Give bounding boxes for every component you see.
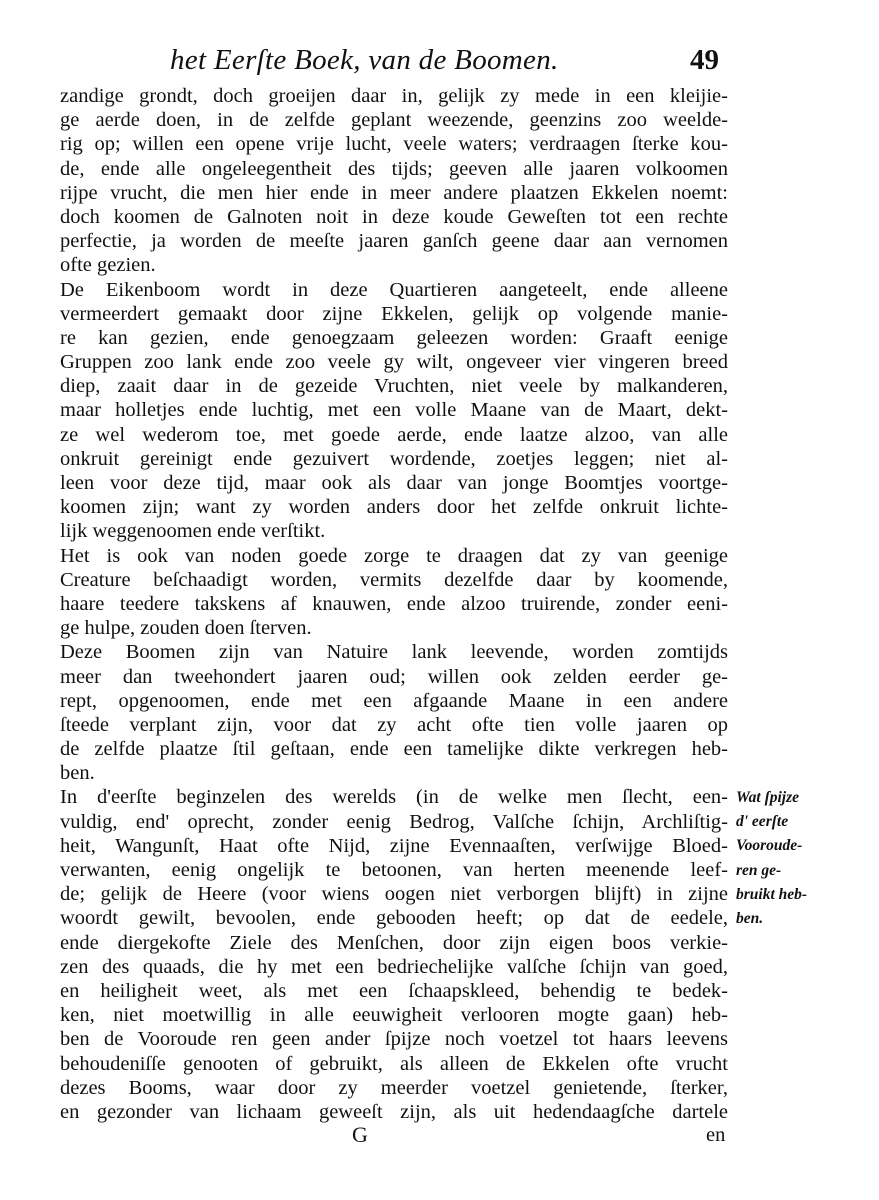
margin-note-line: d' eerſte (736, 813, 789, 831)
signature-mark: G (352, 1122, 368, 1147)
text-line: ze wel wederom toe, met goede aerde, ende laatze alzoo, van alle (60, 423, 728, 446)
text-line: ken, niet moetwillig in alle eeuwigheit verlooren mogte gaan) heb- (60, 1004, 728, 1027)
text-line: meer dan tweehondert jaaren oud; willen ook zelden eerder ge- (60, 665, 728, 688)
text-line: De Eikenboom wordt in deze Quartieren aangeteelt, ende alleene (60, 278, 728, 301)
text-line: Gruppen zoo lank ende zoo veele gy wilt, ongeveer vier vingeren breed (60, 351, 728, 374)
text-line: dezes Booms, waar door zy meerder voetzel genietende, ſterker, (60, 1076, 728, 1099)
margin-note-line: Wat ſpijze (736, 789, 799, 806)
margin-note (736, 786, 846, 931)
text-line: doch koomen de Galnoten noit in deze koude Geweſten tot een rechte (60, 205, 728, 228)
body-text (60, 84, 728, 1124)
text-line: ge aerde doen, in de zelfde geplant weezende, geenzins zoo weelde- (60, 109, 728, 132)
text-line: diep, zaait daar in de gezeide Vruchten, niet veele by malkanderen, (60, 375, 728, 398)
margin-note-line: bruikt heb- (736, 885, 808, 903)
running-title: het Eerſte Boek, van de Boomen. (170, 44, 559, 76)
text-line: woordt gewilt, bevoolen, ende gebooden heeft; op dat de eedele, (60, 907, 728, 930)
text-line: en heiligheit weet, als met een ſchaapskleed, behendig te bedek- (60, 979, 728, 1002)
catchword: en (706, 1124, 726, 1146)
text-line: en gezonder van lichaam geweeſt zijn, als uit hedendaagſche dartele (60, 1100, 728, 1123)
text-line: In d'eerſte beginzelen des werelds (in de welke men ſlecht, een- (60, 786, 728, 809)
text-line: zandige grondt, doch groeijen daar in, gelijk zy mede in een kleijie- (60, 85, 728, 107)
text-line: ben. (60, 762, 95, 785)
text-line: leen voor deze tijd, maar ook als daar van jonge Boomtjes voortge- (60, 472, 728, 494)
text-line: de; gelijk de Heere (voor wiens oogen niet verborgen blijft) in zijne (60, 883, 728, 906)
text-line: zen des quaads, die hy met een bedriechelijke valſche ſchijn van goed, (60, 955, 728, 978)
text-line: lijk weggenoomen ende verſtikt. (60, 520, 326, 543)
text-line: haare teedere takskens af knauwen, ende alzoo truirende, zonder eeni- (60, 592, 728, 615)
text-line: de zelfde plaatze ſtil geſtaan, ende een tamelijke dikte verkregen heb- (60, 738, 728, 761)
text-line: koomen zijn; want zy worden anders door het zelfde onkruit lichte- (60, 496, 728, 519)
text-line: ben de Vooroude ren geen ander ſpijze noch voetzel tot haars leevens (60, 1028, 728, 1051)
text-line: ſteede verplant zijn, voor dat zy acht ofte tien volle jaaren op (60, 713, 728, 736)
text-line: maar holletjes ende luchtig, met een volle Maane van de Maart, dekt- (60, 399, 728, 422)
text-line: Creature beſchaadigt worden, vermits dezelfde daar by koomende, (60, 568, 728, 591)
text-line: re kan gezien, ende genoegzaam geleezen worden: Graaft eenige (60, 326, 728, 349)
text-line: rept, opgenoomen, ende met een afgaande Maane in een andere (60, 689, 728, 712)
text-line: vuldig, end' oprecht, zonder eenig Bedrog, Valſche ſchijn, Archliſtig- (60, 810, 728, 833)
text-line: heit, Wangunſt, Haat ofte Nijd, zijne Evennaaſten, verſwijge Bloed- (60, 834, 728, 857)
text-line: perfectie, ja worden de meeſte jaaren ganſch geene daar aan vernomen (60, 230, 728, 253)
text-line: vermeerdert gemaakt door zijne Ekkelen, gelijk op volgende manie- (60, 302, 728, 325)
page-number: 49 (690, 44, 719, 76)
text-line: verwanten, eenig ongelijk te betoonen, van herten meenende leef- (60, 859, 728, 881)
text-line: behoudeniſſe genooten of gebruikt, als alleen de Ekkelen ofte vrucht (60, 1052, 728, 1075)
margin-note-line: ren ge- (736, 861, 782, 879)
margin-note-line: Vooroude- (736, 837, 803, 855)
text-line: rig op; willen een opene vrije lucht, veele waters; verdraagen ſterke kou- (60, 133, 728, 156)
text-line: ge hulpe, zouden doen ſterven. (60, 617, 312, 640)
text-line: ende diergekofte Ziele des Menſchen, door zijn eigen boos verkie- (60, 931, 728, 954)
margin-note-line: ben. (736, 909, 764, 927)
text-line: ofte gezien. (60, 254, 156, 277)
text-line: Deze Boomen zijn van Natuire lank leevende, worden zomtijds (60, 641, 728, 664)
text-line: onkruit gereinigt ende gezuivert wordende, zoetjes leggen; niet al- (60, 447, 728, 470)
text-line: Het is ook van noden goede zorge te draagen dat zy van geenige (60, 544, 728, 567)
text-line: rijpe vrucht, die men hier ende in meer andere plaatzen Ekkelen noemt: (60, 181, 728, 204)
text-line: de, ende alle ongeleegentheit des tijds; geeven alle jaaren volkoomen (60, 157, 728, 180)
